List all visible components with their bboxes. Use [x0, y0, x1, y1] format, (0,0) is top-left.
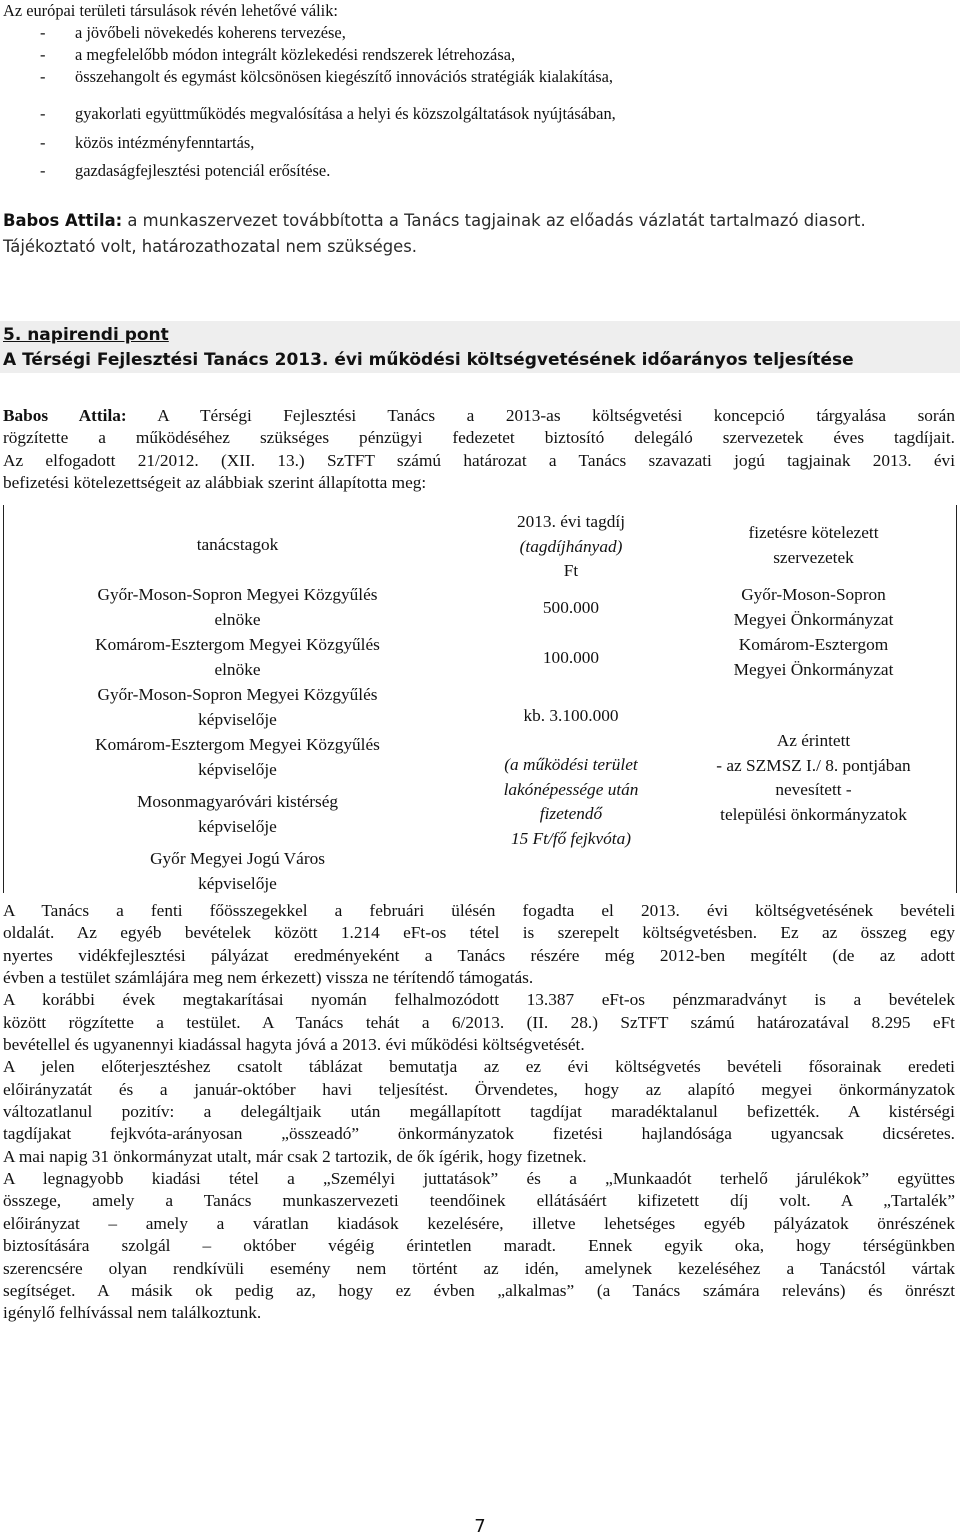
babos-statement — [3, 210, 866, 232]
member-role: elnöke — [214, 609, 261, 629]
fee-note-line: lakónépessége után — [503, 779, 639, 799]
intro-heading: Az európai területi társulások révén lehetővé válik: — [3, 1, 338, 20]
agenda-title: A Térségi Fejlesztési Tanács 2013. évi működési költségvetésének időarányos teljesítése — [3, 350, 854, 370]
body-line: összege, amely a Tanács munkaszervezeti teendőinek ellátásáért kifizetett díj volt. A „Tartalék” — [3, 1191, 955, 1211]
fee-note-line: 15 Ft/fő fejkvóta) — [511, 828, 631, 848]
header-fee-line: (tagdíjhányad) — [519, 536, 623, 556]
statement-note: Tájékoztató volt, határozathozatal nem szükséges. — [3, 237, 417, 256]
body-line: előirányzat – amely a váratlan kiadások kezelésére, illetve lehetséges egyéb pályázatok önrészének — [3, 1213, 955, 1233]
list-dash: - — [40, 133, 46, 152]
list-item-text: a jövőbeli növekedés koherens tervezése, — [75, 23, 346, 42]
body-line: segítséget. A másik ok pedig az, hogy ez évben „alkalmas” (a Tanács számára releváns) és önrészt — [3, 1280, 955, 1300]
header-fee-line: 2013. évi tagdíj — [517, 512, 625, 531]
fee-note-line: (a működési terület — [504, 755, 638, 774]
member-name: Győr-Moson-Sopron Megyei Közgyűlés — [97, 585, 378, 604]
body-line: között rögzítette a testület. A Tanács tehát a 6/2013. (II. 28.) SzTFT számú határozatával 8.295 eFt — [3, 1012, 955, 1032]
body-line: oldalát. Az egyéb bevételek között 1.214 eFt-os tétel is szerepelt költségvetésben. Ez az összeg egy — [3, 923, 955, 943]
fee-value: 500.000 — [542, 598, 600, 617]
body-line: igénylő felhívással nem találkoztunk. — [3, 1303, 262, 1323]
payer-org — [671, 633, 956, 682]
list-dash: - — [40, 23, 46, 42]
statement-text: a munkaszervezet továbbította a Tanács tagjainak az előadás vázlatát tartalmazó diasort. — [122, 211, 866, 230]
table-row — [4, 733, 471, 782]
payer-line: Megyei Önkormányzat — [733, 659, 894, 679]
header-payer-line: szervezetek — [773, 547, 854, 567]
body-line: biztosítására szolgál – október végéig érintetlen maradt. Ennek egyik oka, hogy térségünkben — [3, 1236, 955, 1256]
member-name: Komárom-Esztergom Megyei Közgyűlés — [95, 635, 380, 654]
speaker-name: Babos Attila: — [3, 406, 127, 425]
paragraph-line: Az elfogadott 21/2012. (XII. 13.) SzTFT számú határozat a Tanács szavazati jogú tagjainak 2013. évi — [3, 450, 955, 470]
fee-note — [471, 753, 671, 851]
list-dash: - — [40, 104, 46, 123]
fee-value: kb. 3.100.000 — [523, 706, 619, 725]
fee-value: 100.000 — [542, 648, 600, 667]
member-role: képviselője — [198, 816, 277, 836]
header-payer-line: fizetésre kötelezett — [748, 523, 879, 542]
list-item-text: gazdaságfejlesztési potenciál erősítése. — [75, 161, 331, 180]
member-role: elnöke — [214, 659, 261, 679]
member-name: Mosonmagyaróvári kistérség — [136, 792, 339, 811]
list-item-text: gyakorlati együttműködés megvalósítása a helyi és közszolgáltatások nyújtásában, — [75, 104, 616, 123]
payer-org — [671, 583, 956, 632]
header-fee-line: Ft — [563, 561, 579, 580]
fee-table — [3, 505, 957, 893]
agenda-number: 5. napirendi pont — [3, 325, 169, 345]
paragraph-fees — [3, 405, 955, 494]
speaker-name: Babos Attila: — [3, 211, 123, 230]
table-row — [4, 633, 471, 682]
member-role: képviselője — [198, 759, 277, 779]
body-line: bevétellel és ugyanennyi kiadással hagyta jóvá a 2013. évi működési költségvetését. — [3, 1035, 585, 1055]
body-line: A korábbi évek megtakarításai nyomán felhalmozódott 13.387 eFt-os pénzmaradványt is a bevételek — [3, 990, 955, 1010]
payer-line: nevesített - — [775, 780, 852, 799]
body-line: nyertes vidékfejlesztési pályázat eredményeként a Tanács részére még 2012-ben megítélt (de az adott — [3, 945, 955, 965]
payer-org — [671, 729, 956, 827]
body-line: A mai napig 31 önkormányzat utalt, már csak 2 tartozik, de ők ígérik, hogy fizetnek. — [3, 1146, 587, 1166]
header-payer — [671, 521, 956, 570]
body-line: évben a testület számlájára meg nem érkezett) vissza ne térítendő támogatás. — [3, 968, 534, 988]
member-role: képviselője — [198, 873, 277, 893]
body-line: A legnagyobb kiadási tétel a „Személyi juttatások” és a „Munkaadót terhelő járulékok” együttes — [3, 1169, 955, 1189]
paragraph-line: A Térségi Fejlesztési Tanács a 2013-as költségvetési koncepció tárgyalása során — [126, 406, 955, 425]
list-item-text: a megfelelőbb módon integrált közlekedési rendszerek létrehozása, — [75, 45, 516, 64]
list-dash: - — [40, 67, 46, 86]
list-dash: - — [40, 161, 46, 180]
table-row — [4, 583, 471, 632]
body-line: változatlanul pozitív: a delegáltjaik után megállapított tagdíjat maradéktalanul befizették. A kistérségi — [3, 1102, 955, 1122]
body-line: tagdíjakat fejkvóta-arányosan „összeadó” önkormányzatok fizetési hajlandósága ugyancsak dicséretes. — [3, 1124, 955, 1144]
body-text — [3, 900, 955, 1325]
body-line: A Tanács a fenti főösszegekkel a februári ülésén fogadta el 2013. évi költségvetésének bevételi — [3, 901, 955, 920]
body-line: A jelen előterjesztéshez csatolt táblázat bemutatja az ez évi költségvetés bevételi fősorainak eredeti — [3, 1057, 955, 1077]
member-role: képviselője — [198, 709, 277, 729]
header-fee — [471, 510, 671, 584]
payer-line: Komárom-Esztergom — [738, 635, 889, 654]
member-name: Győr Megyei Jogú Város — [150, 849, 325, 868]
body-line: előirányzatát és a január-október havi teljesítést. Örvendetes, hogy az alapító megyei önkormányzatok — [3, 1079, 955, 1099]
member-name: Komárom-Esztergom Megyei Közgyűlés — [95, 735, 380, 754]
header-members: tanácstagok — [196, 535, 279, 554]
page-number: 7 — [474, 1516, 486, 1537]
payer-line: Megyei Önkormányzat — [733, 609, 894, 629]
paragraph-line: befizetési kötelezettségeit az alábbiak szerint állapította meg: — [3, 473, 427, 493]
member-name: Győr-Moson-Sopron Megyei Közgyűlés — [97, 685, 378, 704]
table-row — [4, 683, 471, 732]
table-row — [4, 847, 471, 896]
table-row — [4, 790, 471, 839]
payer-line: - az SZMSZ I./ 8. pontjában — [716, 755, 911, 775]
payer-line: Az érintett — [776, 731, 851, 750]
list-item-text: közös intézményfenntartás, — [75, 133, 255, 152]
body-line: szerencsére olyan rendkívüli esemény nem történt az idén, amelynek kezeléséhez a Tanácstól vártak — [3, 1258, 955, 1278]
list-dash: - — [40, 45, 46, 64]
fee-note-line: fizetendő — [539, 804, 603, 823]
payer-line: települési önkormányzatok — [720, 804, 907, 824]
paragraph-line: rögzítette a működéséhez szükséges pénzügyi fedezetet biztosító delegáló szervezetek éves tagdíjait. — [3, 428, 955, 448]
payer-line: Győr-Moson-Sopron — [741, 585, 886, 604]
list-item-text: összehangolt és egymást kölcsönösen kiegészítő innovációs stratégiák kialakítása, — [75, 67, 614, 86]
